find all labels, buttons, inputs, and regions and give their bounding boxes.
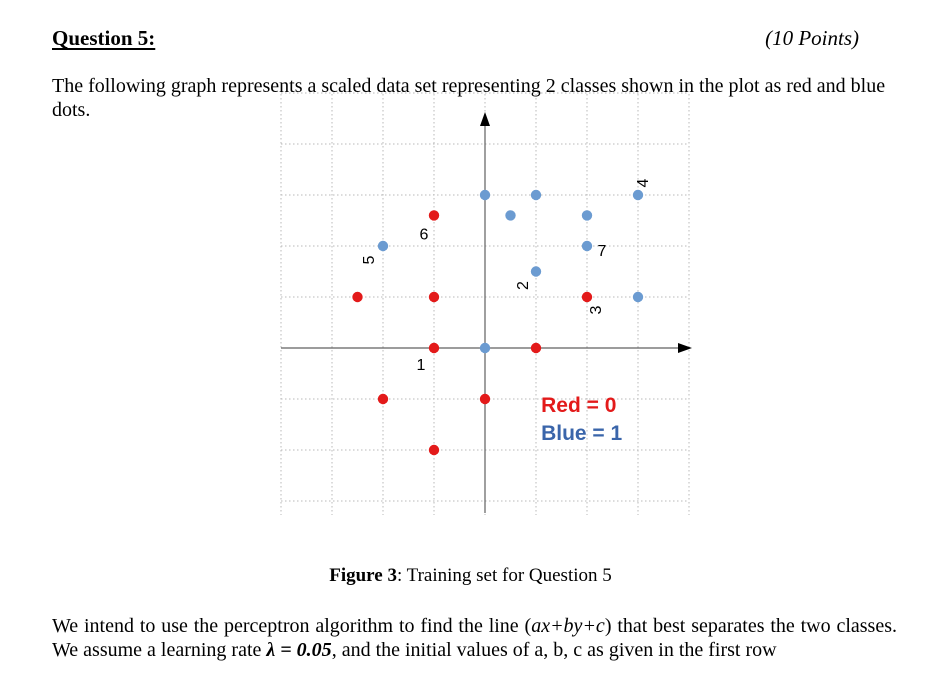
red-point xyxy=(429,343,439,353)
learning-rate: λ = 0.05 xyxy=(266,639,332,661)
blue-point xyxy=(378,241,388,251)
point-label: 4 xyxy=(635,178,653,188)
red-point xyxy=(378,394,388,404)
blue-point xyxy=(531,190,541,200)
y-axis-arrow xyxy=(480,112,490,126)
blue-point xyxy=(480,343,490,353)
question-points: (10 Points) xyxy=(765,26,859,50)
body-text-part2: ) that best separates the two classes. We assume a learning rate xyxy=(52,615,897,661)
red-point xyxy=(531,343,541,353)
red-point xyxy=(429,445,439,455)
figure-caption-text: : Training set for Question 5 xyxy=(396,565,612,586)
red-point xyxy=(429,210,439,220)
point-label: 2 xyxy=(515,281,533,290)
figure-caption xyxy=(0,565,941,587)
red-point xyxy=(480,394,490,404)
question-title: Question 5: xyxy=(52,26,156,50)
red-point xyxy=(582,292,592,302)
legend-entry: Blue = 1 xyxy=(541,421,623,445)
body-text-part1: We intend to use the perceptron algorithm to find the line ( xyxy=(52,615,532,637)
intro-paragraph: The following graph represents a scaled data set representing 2 classes shown in the plot as red and blue dots. xyxy=(52,75,886,121)
blue-point xyxy=(480,190,490,200)
point-label: 5 xyxy=(361,255,379,265)
red-point xyxy=(429,292,439,302)
blue-point xyxy=(531,266,541,276)
point-label: 6 xyxy=(419,226,429,244)
blue-point xyxy=(582,210,592,220)
blue-point xyxy=(633,292,643,302)
body-text-part3: , and the initial values of a, b, c as given in the first row xyxy=(331,639,777,661)
body-paragraph xyxy=(52,614,897,662)
blue-point xyxy=(582,241,592,251)
point-label: 3 xyxy=(588,305,606,315)
red-point xyxy=(352,292,362,302)
x-axis-arrow xyxy=(678,343,692,353)
figure-caption-label: Figure 3 xyxy=(329,565,397,586)
legend-entry: Red = 0 xyxy=(541,393,617,417)
blue-point xyxy=(633,190,643,200)
point-label: 7 xyxy=(597,243,607,261)
body-formula: ax+by+c xyxy=(531,615,605,637)
point-label: 1 xyxy=(416,357,426,375)
blue-point xyxy=(505,210,515,220)
